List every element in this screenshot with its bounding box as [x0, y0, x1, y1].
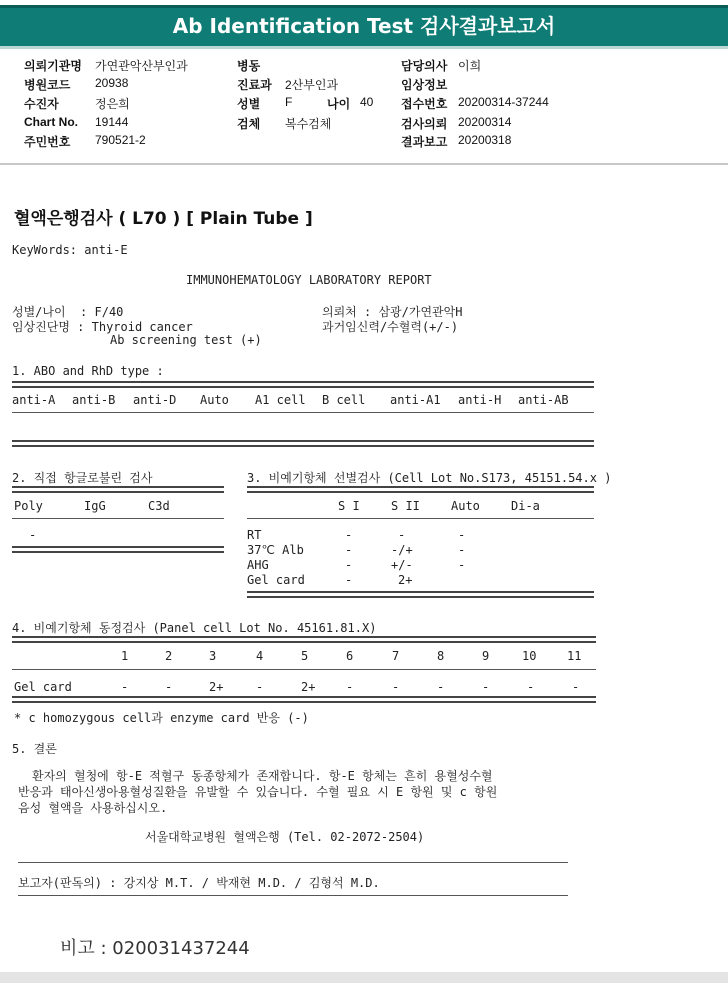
sex-age: 성별/나이 : F/40 — [12, 305, 124, 319]
section-4-rule-top-2 — [12, 641, 596, 643]
screen-cell: - — [345, 543, 353, 557]
abo-header-anti-a: anti-A — [12, 393, 56, 407]
info-value-requester: 가연관악산부인과 — [95, 59, 188, 73]
info-divider — [0, 163, 728, 165]
info-label-resident-no: 주민번호 — [24, 135, 71, 149]
keywords: KeyWords: anti-E — [12, 243, 128, 257]
info-label-result-report: 결과보고 — [401, 135, 448, 149]
abo-header-a1-cell: A1 cell — [255, 393, 306, 407]
section-2-rule-bottom-2 — [12, 551, 224, 553]
panel-cell: - — [392, 680, 400, 694]
screen-cell: - — [458, 528, 466, 542]
panel-cell: - — [572, 680, 580, 694]
screen-header-di-a: Di-a — [511, 499, 540, 513]
info-label-patient: 수진자 — [24, 97, 59, 111]
panel-col-header: 4 — [256, 649, 264, 663]
panel-cell: - — [437, 680, 445, 694]
info-label-specimen: 검체 — [237, 117, 261, 131]
report-header-title: Ab Identification Test 검사결과보고서 — [172, 14, 556, 38]
conclusion-line-1: 환자의 혈청에 항-E 적혈구 동종항체가 존재합니다. 항-E 항체는 흔히 용혈성수혈 — [32, 769, 493, 783]
reporter-signature: 보고자(판독의) : 강지상 M.T. / 박재현 M.D. / 김형석 M.D. — [18, 876, 380, 890]
dat-header-c3d: C3d — [148, 499, 170, 513]
section-2-rule-top — [12, 486, 224, 488]
section-3-rule-bottom-2 — [247, 596, 594, 598]
info-label-hospital-code: 병원코드 — [24, 78, 71, 92]
info-value-patient: 정은희 — [95, 97, 130, 111]
abo-header-anti-ab: anti-AB — [518, 393, 569, 407]
panel-col-header: 11 — [567, 649, 582, 663]
abo-header-auto: Auto — [200, 393, 229, 407]
section-1-rule-mid — [12, 412, 594, 413]
section-3-title: 3. 비예기항체 선별검사 (Cell Lot No.S173, 45151.54.x ) — [247, 471, 612, 485]
screen-cell: - — [345, 558, 353, 572]
screen-cell: - — [345, 528, 353, 542]
screen-cell: - — [458, 543, 466, 557]
section-1-rule-top — [12, 381, 594, 383]
section-4-rule-bottom — [12, 696, 596, 698]
abo-header-anti-d: anti-D — [133, 393, 177, 407]
panel-note: * c homozygous cell과 enzyme card 반응 (-) — [14, 711, 309, 725]
section-5-title: 5. 결론 — [12, 742, 57, 756]
info-label-chart-no: Chart No. — [24, 115, 78, 129]
panel-col-header: 8 — [437, 649, 445, 663]
ab-screening-result: Ab screening test (+) — [110, 333, 262, 347]
section-2-rule-top-2 — [12, 491, 224, 493]
panel-cell: - — [256, 680, 264, 694]
abo-header-b-cell: B cell — [322, 393, 366, 407]
screen-row-label: Gel card — [247, 573, 305, 587]
abo-header-anti-b: anti-B — [72, 393, 116, 407]
screen-cell: - — [398, 528, 406, 542]
info-value-sex: F — [285, 95, 293, 109]
info-label-ward: 병동 — [237, 59, 261, 73]
info-label-physician: 담당의사 — [401, 59, 448, 73]
section-2-title: 2. 직접 항글로불린 검사 — [12, 471, 153, 485]
info-value-test-request: 20200314 — [458, 115, 512, 129]
reporter-rule-bottom — [18, 895, 568, 896]
info-label-sex: 성별 — [237, 97, 261, 111]
screen-cell: - — [458, 558, 466, 572]
remarks: 비고 : 020031437244 — [60, 938, 250, 959]
report-title: 혈액은행검사 ( L70 ) [ Plain Tube ] — [14, 209, 313, 229]
panel-col-header: 10 — [522, 649, 537, 663]
section-1-rule-top-2 — [12, 386, 594, 388]
panel-col-header: 9 — [482, 649, 490, 663]
panel-cell: - — [346, 680, 354, 694]
info-value-age: 40 — [360, 95, 374, 109]
reporter-rule-top — [18, 862, 568, 863]
footer-strip — [0, 972, 728, 983]
info-label-age: 나이 — [327, 97, 351, 111]
section-2-rule-bottom — [12, 546, 224, 548]
section-4-rule-bottom-2 — [12, 701, 596, 703]
hospital-contact: 서울대학교병원 혈액은행 (Tel. 02-2072-2504) — [145, 830, 425, 844]
section-3-rule-bottom — [247, 591, 594, 593]
screen-row-label: AHG — [247, 558, 269, 572]
section-4-rule-mid — [12, 669, 596, 670]
panel-cell: - — [165, 680, 173, 694]
info-label-test-request: 검사의뢰 — [401, 117, 448, 131]
info-value-result-report: 20200318 — [458, 133, 512, 147]
info-value-receipt-no: 20200314-37244 — [458, 95, 549, 109]
panel-col-header: 7 — [392, 649, 400, 663]
pregnancy-transfusion-history: 과거임신력/수혈력(+/-) — [322, 320, 459, 334]
panel-col-header: 5 — [301, 649, 309, 663]
panel-col-header: 6 — [346, 649, 354, 663]
screen-header-s1: S I — [338, 499, 360, 513]
info-value-resident-no: 790521-2 — [95, 133, 146, 147]
info-value-physician: 이희 — [458, 59, 482, 73]
info-value-hospital-code: 20938 — [95, 76, 129, 90]
section-3-rule-top — [247, 486, 594, 488]
info-value-chart-no: 19144 — [95, 115, 129, 129]
screen-header-s2: S II — [391, 499, 420, 513]
dat-poly-value: - — [29, 528, 37, 542]
dat-header-igg: IgG — [84, 499, 106, 513]
section-1-rule-bottom-2 — [12, 445, 594, 447]
abo-header-anti-h: anti-H — [458, 393, 502, 407]
section-4-title: 4. 비예기항체 동정검사 (Panel cell Lot No. 45161.81.X) — [12, 621, 377, 635]
screen-header-auto: Auto — [451, 499, 480, 513]
info-label-clinical-info: 임상정보 — [401, 78, 448, 92]
panel-col-header: 2 — [165, 649, 173, 663]
conclusion-line-3: 음성 혈액을 사용하십시오. — [18, 801, 168, 815]
conclusion-line-2: 반응과 태아신생아용혈성질환을 유발할 수 있습니다. 수혈 필요 시 E 항원 및 c 항원 — [18, 785, 498, 799]
info-value-specimen: 복수검체 — [285, 117, 332, 131]
requesting-institution: 의뢰처 : 삼광/가연관악H — [322, 305, 463, 319]
screen-cell: -/+ — [391, 543, 413, 557]
screen-cell: - — [345, 573, 353, 587]
dat-header-poly: Poly — [14, 499, 43, 513]
info-label-requester: 의뢰기관명 — [24, 59, 82, 73]
lab-report-title: IMMUNOHEMATOLOGY LABORATORY REPORT — [186, 273, 432, 287]
info-value-department: 2산부인과 — [285, 78, 339, 92]
panel-cell: - — [482, 680, 490, 694]
info-label-receipt-no: 접수번호 — [401, 97, 448, 111]
panel-col-header: 1 — [121, 649, 129, 663]
abo-header-anti-a1: anti-A1 — [390, 393, 441, 407]
panel-cell: 2+ — [209, 680, 224, 694]
screen-cell: 2+ — [398, 573, 413, 587]
section-1-rule-bottom — [12, 440, 594, 442]
panel-cell: - — [121, 680, 129, 694]
section-2-rule-mid — [12, 518, 224, 519]
screen-row-label: RT — [247, 528, 262, 542]
clinical-diagnosis: 임상진단명 : Thyroid cancer — [12, 320, 193, 334]
screen-cell: +/- — [391, 558, 413, 572]
section-3-rule-mid — [247, 518, 594, 519]
section-3-rule-top-2 — [247, 491, 594, 493]
section-4-rule-top — [12, 636, 596, 638]
panel-col-header: 3 — [209, 649, 217, 663]
screen-row-label: 37℃ Alb — [247, 543, 304, 557]
section-1-title: 1. ABO and RhD type : — [12, 364, 164, 378]
panel-cell: - — [527, 680, 535, 694]
panel-row-label: Gel card — [14, 680, 72, 694]
info-label-department: 진료과 — [237, 78, 272, 92]
panel-cell: 2+ — [301, 680, 316, 694]
